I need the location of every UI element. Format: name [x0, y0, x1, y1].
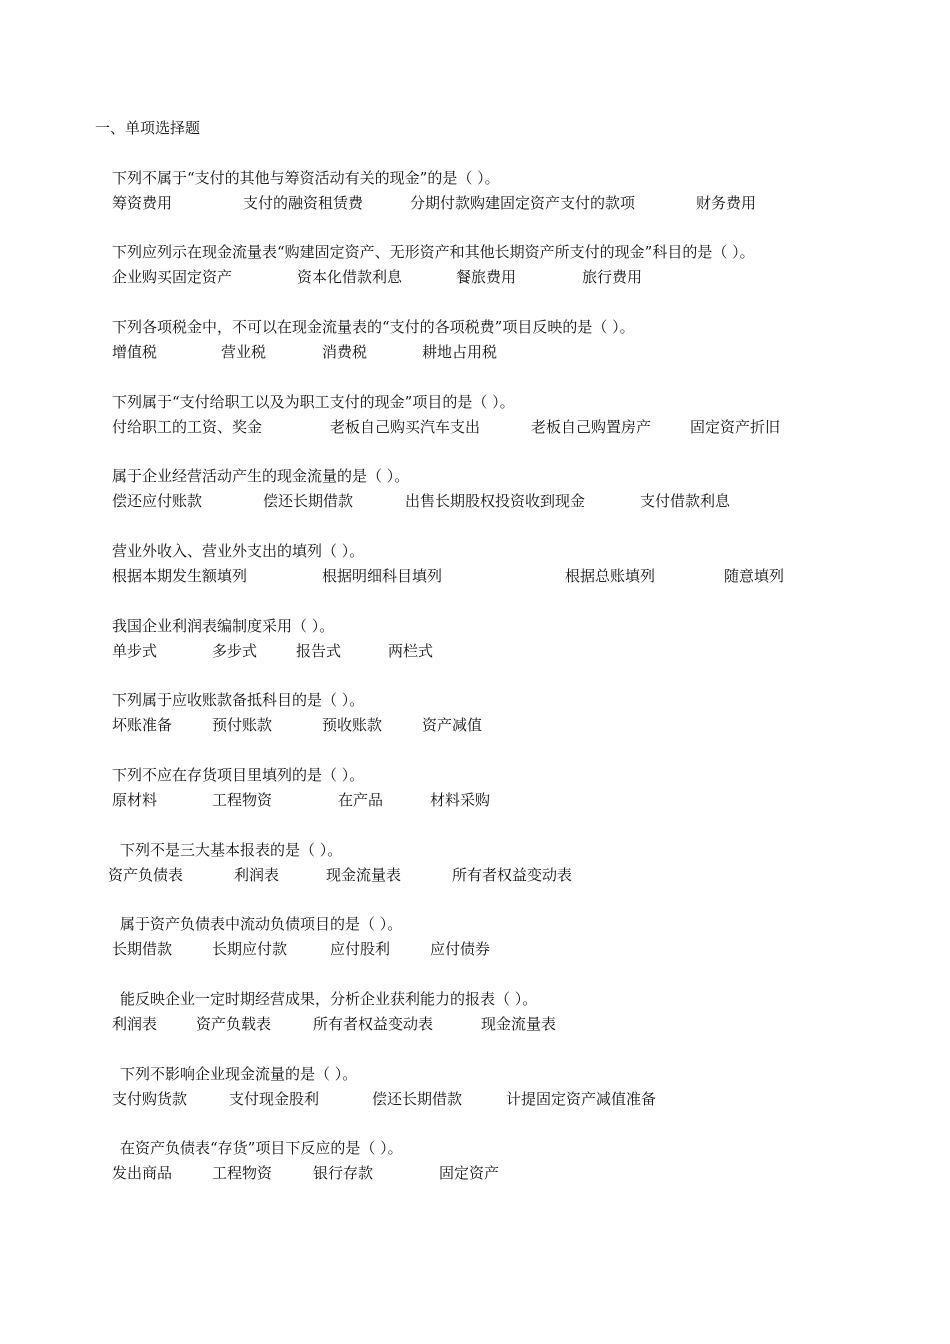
option-b: 长期应付款 — [212, 940, 288, 958]
option-c: 出售长期股权投资收到现金 — [405, 492, 586, 510]
option-d: 计提固定资产减值准备 — [506, 1090, 657, 1108]
question-stem: 在资产负债表“存货”项目下反应的是（ ）。 — [120, 1139, 403, 1157]
option-c: 在产品 — [338, 791, 384, 809]
option-c: 银行存款 — [313, 1164, 374, 1182]
option-a: 企业购买固定资产 — [112, 268, 233, 286]
option-c: 应付股利 — [330, 940, 391, 958]
option-c: 餐旅费用 — [456, 268, 517, 286]
option-d: 支付借款利息 — [640, 492, 731, 510]
option-b: 支付现金股利 — [229, 1090, 320, 1108]
question-stem: 下列不属于“支付的其他与筹资活动有关的现金”的是（ ）。 — [112, 169, 500, 187]
option-b: 工程物资 — [212, 1164, 273, 1182]
option-b: 资产负载表 — [196, 1015, 272, 1033]
option-a: 坏账准备 — [112, 716, 173, 734]
option-d: 两栏式 — [388, 642, 434, 660]
option-c: 消费税 — [322, 343, 368, 361]
option-a: 筹资费用 — [112, 194, 173, 212]
option-d: 固定资产 — [439, 1164, 500, 1182]
option-a: 原材料 — [112, 791, 158, 809]
option-d: 财务费用 — [696, 194, 757, 212]
option-b: 支付的融资租赁费 — [243, 194, 364, 212]
question-stem: 下列不影响企业现金流量的是（ ）。 — [120, 1065, 358, 1083]
option-d: 耕地占用税 — [422, 343, 498, 361]
option-c: 所有者权益变动表 — [313, 1015, 434, 1033]
section-title: 一、单项选择题 — [95, 119, 201, 137]
option-a: 根据本期发生额填列 — [112, 567, 248, 585]
option-a: 发出商品 — [112, 1164, 173, 1182]
option-d: 材料采购 — [430, 791, 491, 809]
question-stem: 我国企业利润表编制度采用（ ）。 — [112, 617, 335, 635]
option-a: 付给职工的工资、奖金 — [112, 418, 263, 436]
option-b: 预付账款 — [212, 716, 273, 734]
option-b: 利润表 — [234, 866, 280, 884]
option-b: 老板自己购买汽车支出 — [330, 418, 481, 436]
option-d: 现金流量表 — [481, 1015, 557, 1033]
option-c: 老板自己购置房产 — [531, 418, 652, 436]
question-stem: 下列属于应收账款备抵科目的是（ ）。 — [112, 691, 365, 709]
option-a: 偿还应付账款 — [112, 492, 203, 510]
option-a: 增值税 — [112, 343, 158, 361]
option-d: 所有者权益变动表 — [452, 866, 573, 884]
option-d: 旅行费用 — [582, 268, 643, 286]
option-a: 单步式 — [112, 642, 158, 660]
question-stem: 下列属于“支付给职工以及为职工支付的现金”项目的是（ ）。 — [112, 393, 515, 411]
option-b: 偿还长期借款 — [263, 492, 354, 510]
option-c: 根据总账填列 — [565, 567, 656, 585]
question-stem: 营业外收入、营业外支出的填列（ ）。 — [112, 542, 365, 560]
option-a: 资产负债表 — [108, 866, 184, 884]
question-stem: 下列不是三大基本报表的是（ ）。 — [120, 841, 343, 859]
option-c: 预收账款 — [322, 716, 383, 734]
option-c: 偿还长期借款 — [372, 1090, 463, 1108]
option-c: 分期付款购建固定资产支付的款项 — [410, 194, 636, 212]
option-d: 固定资产折旧 — [690, 418, 781, 436]
question-stem: 下列不应在存货项目里填列的是（ ）。 — [112, 766, 365, 784]
option-c: 报告式 — [296, 642, 342, 660]
option-b: 根据明细科目填列 — [322, 567, 443, 585]
option-d: 随意填列 — [724, 567, 785, 585]
option-c: 现金流量表 — [326, 866, 402, 884]
option-b: 工程物资 — [212, 791, 273, 809]
option-d: 应付债券 — [430, 940, 491, 958]
option-d: 资产减值 — [422, 716, 483, 734]
question-stem: 属于资产负债表中流动负债项目的是（ ）。 — [120, 915, 403, 933]
option-b: 资本化借款利息 — [297, 268, 403, 286]
option-a: 支付购货款 — [112, 1090, 188, 1108]
question-stem: 下列应列示在现金流量表“购建固定资产、无形资产和其他长期资产所支付的现金”科目的是（ ）。 — [112, 243, 755, 261]
question-stem: 属于企业经营活动产生的现金流量的是（ ）。 — [112, 467, 410, 485]
question-stem: 能反映企业一定时期经营成果，分析企业获利能力的报表（ ）。 — [120, 990, 538, 1008]
option-b: 多步式 — [212, 642, 258, 660]
option-a: 长期借款 — [112, 940, 173, 958]
option-a: 利润表 — [112, 1015, 158, 1033]
option-b: 营业税 — [221, 343, 267, 361]
question-stem: 下列各项税金中，不可以在现金流量表的“支付的各项税费”项目反映的是（ ）。 — [112, 318, 635, 336]
